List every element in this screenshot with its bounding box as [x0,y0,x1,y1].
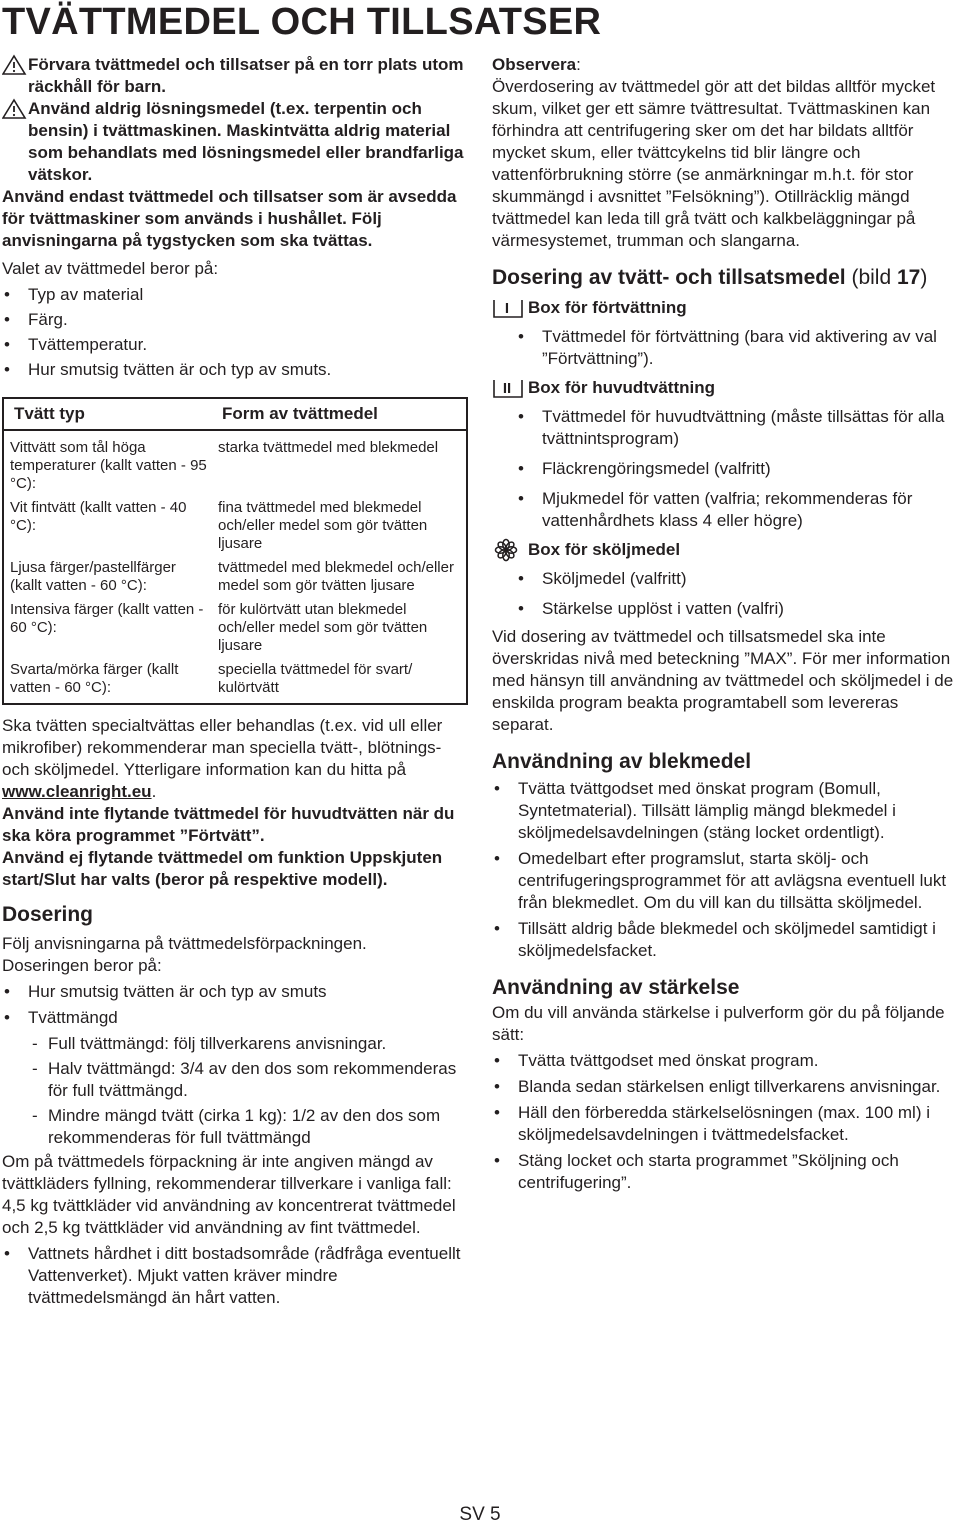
warning-storage [2,54,470,98]
warning-triangle-icon [2,98,28,120]
list-item: • Häll den förberedda stärkelselösningen (max. 100 ml) i sköljmedelsavdelningen i tvättmedelsfacket. [492,1102,958,1146]
list-item: • Mjukmedel för vatten (valfria; rekommenderas för vattenhårdhets klass 4 eller högre) [492,488,958,532]
detergent-table [2,397,468,705]
list-item: • Tvätta tvättgodset med önskat program (Bomull, Syntetmaterial). Tillsätt lämplig mängd blekmedel i sköljmedelsavdelningen (stäng locket ordentligt). [492,778,958,844]
page-number: SV 5 [459,1504,501,1525]
list-item: • Tvättmängd [2,1007,470,1029]
table-header-row [3,398,467,430]
table-row [3,601,467,661]
observe-text: Överdosering av tvättmedel gör att det bildas alltför mycket skum, vilket ger ett sämre tvättresultat. Tvättmaskinen kan förhindra att centrifugering sker om det har bildats alltför mycket skum, eller tvättcykelns tid blir längre och vattenförbrukning större (se anmärkningar m.h.t. för stor skummängd i avsnittet ”Felsökning”). Otillräcklig mängd tvättmedel kan leda till grå tvätt och kalkbeläggningar på värmesystemet, trumman och slangarna. [492,77,936,250]
intro-bold: Använd endast tvättmedel och tillsatser som är avsedda för tvättmaskiner som används i hushållet. Följ anvisningarna på tygstycken som ska tvättas. [2,187,457,250]
max-paragraph: Vid dosering av tvättmedel och tillsatsmedel ska inte överskridas nivå med beteckning ”MAX”. För mer information med hänsyn till användning av tvättmedel och sköljmedel i de enskilda program beakta programtabell som levereras separat. [492,627,954,734]
table-cell: tvättmedel med blekmedel och/eller medel som gör tvätten ljusare [218,559,454,594]
left-column [2,54,470,1309]
warning-storage-text: Förvara tvättmedel och tillsatser på en torr plats utom räckhåll för barn. [28,55,464,96]
list-item: • Tillsätt aldrig både blekmedel och sköljmedel samtidigt i sköljmedelsfacket. [492,918,958,962]
starch-heading: Användning av stärkelse [492,976,740,999]
figure-ref-pre: (bild [851,266,897,289]
table-cell: speciella tvättmedel för svart/ kulörtvätt [218,661,413,696]
table-cell: för kulörtvätt utan blekmedel och/eller medel som gör tvätten ljusare [218,601,428,654]
warning-solvents [2,98,470,186]
column-header-wash-type: Tvätt typ [3,398,212,430]
list-item: • Tvätta tvättgodset med önskat program. [492,1050,958,1072]
table-row [3,559,467,601]
figure-ref-post: ) [920,266,928,289]
list-item: • Sköljmedel (valfritt) [492,568,958,590]
starch-intro: Om du vill använda stärkelse i pulverform gör du på följande sätt: [492,1003,945,1044]
compartment-mark: I [504,300,510,317]
right-column [492,54,958,1194]
box-prewash-heading [492,296,958,320]
heading-text: Dosering av tvätt- och tillsatsmedel [492,266,846,289]
warning-solvents-text: Använd aldrig lösningsmedel (t.ex. terpentin och bensin) i tvättmaskinen. Maskintvätta aldrig material som behandlats med lösningsmedel eller brandfarliga vätskor. [28,99,464,184]
box-mainwash-heading [492,376,958,400]
dosering-paragraph: Doseringen beror på: [2,956,162,975]
table-cell: Svarta/mörka färger (kallt vatten - 60 °C): [10,661,179,696]
box-softener-heading [492,538,958,562]
table-cell: Vittvätt som tål höga temperaturer (kallt vatten - 95 °C): [10,439,207,492]
list-item: • Blanda sedan stärkelsen enligt tillverkarens anvisningar. [492,1076,958,1098]
list-item: • Omedelbart efter programslut, starta skölj- och centrifugeringsprogrammet för att avlägsna eventuell lukt från blekmedlet. Om du vill kan du tillsätta sköljmedel. [492,848,958,914]
table-cell: Ljusa färger/pastellfärger (kallt vatten - 60 °C): [10,559,176,594]
list-item: • Fläckrengöringsmedel (valfritt) [492,458,958,480]
list-item: • Tvättmedel för huvudtvättning (måste tillsättas för alla tvättnintsprogram) [492,406,958,450]
cleanright-link[interactable]: www.cleanright.eu [2,782,152,801]
special-wash-end: . [151,782,157,801]
bold-note-delay: Använd ej flytande tvättmedel om funktion Uppskjuten start/Slut har valts (beror på respektive modell). [2,848,443,889]
list-item: • Tvättmedel för förtvättning (bara vid aktivering av val ”Förtvättning”). [492,326,958,370]
figure-ref-num: 17 [896,266,921,289]
observe-colon: : [576,55,581,74]
special-wash-text: Ska tvätten specialtvättas eller behandlas (t.ex. vid ull eller mikrofiber) rekommenderar man speciella tvätt-, blötnings- och sköljmedel. Ytterligare information kan du hitta på [2,716,443,779]
box-softener-label: Box för sköljmedel [528,540,681,559]
choice-intro: Valet av tvättmedel beror på: [2,259,219,278]
list-item: • Typ av material [2,284,470,306]
box-prewash-label: Box för förtvättning [528,298,687,317]
list-item: • Hur smutsig tvätten är och typ av smuts [2,981,470,1003]
dosering-heading: Dosering [2,903,94,926]
list-item: • Färg. [2,309,470,331]
list-item: • Stärkelse upplöst i vatten (valfri) [492,598,958,620]
observe-paragraph [492,54,958,252]
observe-label: Observera [492,55,577,74]
dash-item: - Full tvättmängd: följ tillverkarens anvisningar. [2,1033,470,1055]
compartment-ii-icon [492,376,526,400]
flower-icon [492,538,526,562]
bold-note-prewash: Använd inte flytande tvättmedel för huvudtvätten när du ska köra programmet ”Förtvätt”. [2,804,455,845]
page-title: TVÄTTMEDEL OCH TILLSATSER [2,1,602,43]
table-cell: starka tvättmedel med blekmedel [218,439,439,456]
bleach-heading: Användning av blekmedel [492,750,752,773]
table-row [3,499,467,559]
list-item: • Tvättemperatur. [2,334,470,356]
dosering-amount-paragraph: Om på tvättmedels förpackning är inte angiven mängd av tvättkläders fyllning, rekommenderar tillverkare i vanliga fall: 4,5 kg tvättkläder vid användning av koncentrerat tvättmedel och 2,5 kg tvättkläder vid användning av fint tvättmedel. [2,1152,456,1237]
table-cell: Intensiva färger (kallt vatten - 60 °C): [10,601,204,636]
list-item: • Hur smutsig tvätten är och typ av smuts. [2,359,470,381]
column-header-detergent-form: Form av tvättmedel [212,398,467,430]
choice-list [2,284,470,381]
table-cell: Vit fintvätt (kallt vatten - 40 °C): [10,499,187,534]
box-mainwash-label: Box för huvudtvättning [528,378,715,397]
dash-item: - Halv tvättmängd: 3/4 av den dos som rekommenderas för full tvättmängd. [2,1058,470,1102]
list-item: • Vattnets hårdhet i ditt bostadsområde (rådfråga eventuellt Vattenverket). Mjukt vatten kräver mindre tvättmedelsmängd än hårt vatten. [2,1243,470,1309]
compartment-mark: II [502,380,512,397]
dosering-paragraph: Följ anvisningarna på tvättmedelsförpackningen. [2,934,367,953]
table-row [3,661,467,704]
warning-triangle-icon [2,54,28,76]
table-cell: fina tvättmedel med blekmedel och/eller medel som gör tvätten ljusare [218,499,428,552]
dosering-additives-heading [492,264,958,292]
table-row [3,430,467,499]
compartment-i-icon [492,296,526,320]
dash-item: - Mindre mängd tvätt (cirka 1 kg): 1/2 av den dos som rekommenderas för full tvättmängd [2,1105,470,1149]
special-wash-paragraph [2,715,470,803]
list-item: • Stäng locket och starta programmet ”Sköljning och centrifugering”. [492,1150,958,1194]
